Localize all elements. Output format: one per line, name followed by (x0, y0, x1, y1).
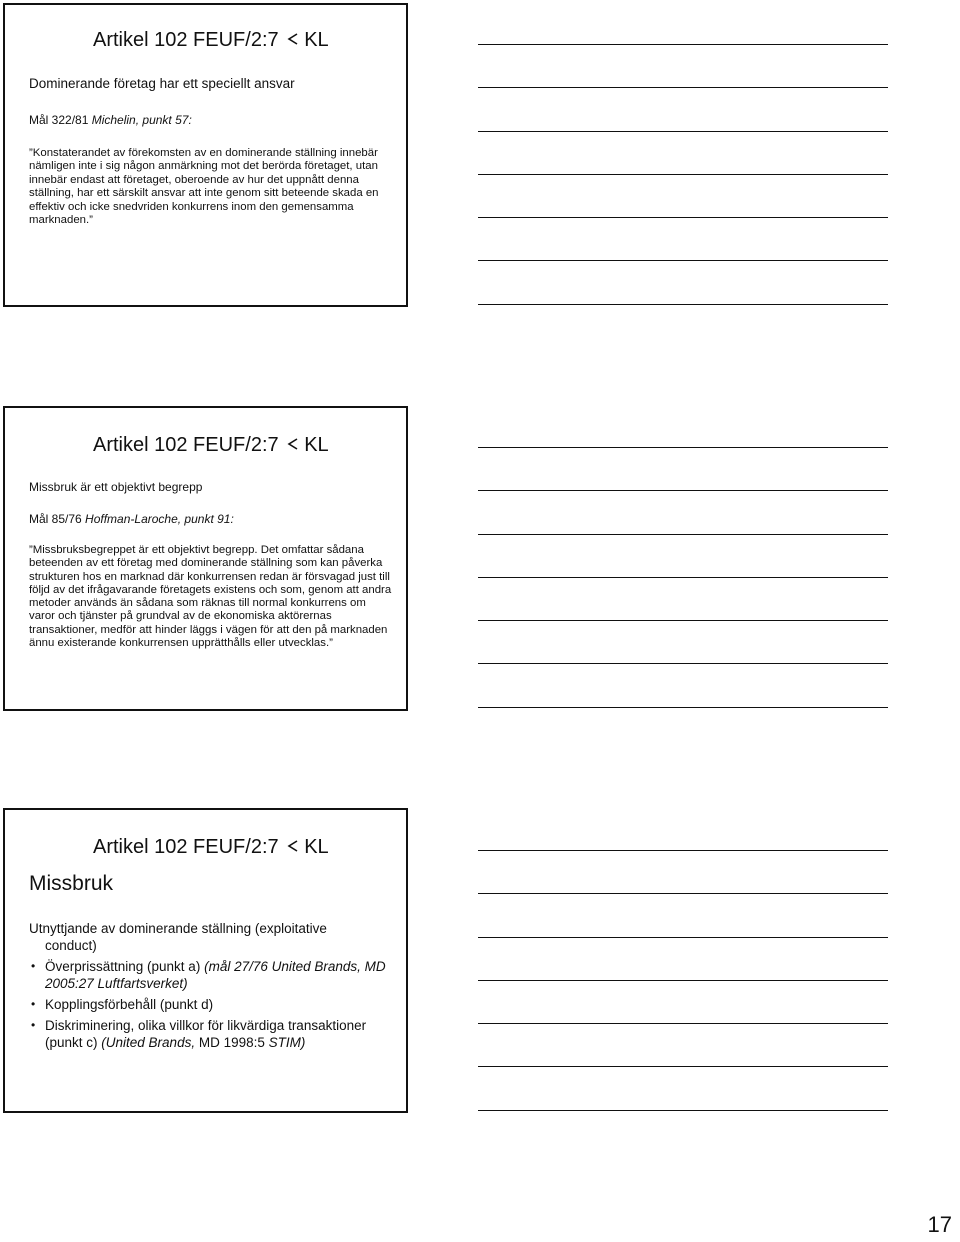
note-line (478, 577, 888, 578)
note-line (478, 893, 888, 894)
note-line (478, 620, 888, 621)
copyright-icon (285, 838, 299, 854)
copyright-icon (285, 436, 299, 452)
note-line (478, 707, 888, 708)
slide-title: Artikel 102 FEUF/2:7 KL (93, 836, 329, 858)
note-lines (478, 850, 888, 1111)
note-lines (478, 44, 888, 305)
note-line (478, 87, 888, 88)
slide-1 (3, 3, 408, 307)
note-line (478, 447, 888, 448)
case-reference: Mål 322/81 Michelin, punkt 57: (29, 113, 192, 127)
list-item: • Kopplingsförbehåll (punkt d) (31, 997, 214, 1012)
slide-body (29, 920, 394, 1051)
page-number: 17 (927, 1212, 952, 1237)
slide-heading: Dominerande företag har ett speciellt ansvar (29, 76, 295, 91)
slide-3 (3, 808, 408, 1113)
list-item: • Diskriminering, olika villkor för likvärdiga transaktioner (punkt c) (United Brands, MD 1998:5 STIM) (31, 1018, 367, 1050)
note-line (478, 663, 888, 664)
bullet-icon: • (31, 959, 36, 973)
note-line (478, 131, 888, 132)
note-line (478, 260, 888, 261)
note-line (478, 304, 888, 305)
note-line (478, 1110, 888, 1111)
case-quote: ”Missbruksbegreppet är ett objektivt begrepp. Det omfattar sådana beteenden av ett företag med dominerande ställning som kan påverka strukturen hos en marknad där konkurrensen redan är försvagad just till följd av det ifrågavarande företagets existens och som, genom att andra metoder används än sådana som räknas till normal konkurrens om varor och tjänster på grundval av de ekonomiska aktörernas transaktioner, medför att hinder läggs i vägen för att den på marknaden ännu existerande konkurrensen upprätthålls eller utvecklas.” (29, 544, 392, 650)
slide-title: Artikel 102 FEUF/2:7 KL (93, 29, 329, 51)
note-line (478, 850, 888, 851)
copyright-icon (285, 31, 299, 47)
slide-heading: Missbruk är ett objektivt begrepp (29, 480, 203, 494)
slide-big-heading: Missbruk (29, 872, 114, 895)
note-line (478, 174, 888, 175)
intro-text: Utnyttjande av dominerande ställning (exploitative conduct) (29, 921, 327, 953)
case-quote: ”Konstaterandet av förekomsten av en dominerande ställning innebär nämligen inte i sig någon anmärkning mot det berörda företaget, utan innebär endast att företaget, oberoende av hur det uppnått denna ställning, har ett särskilt ansvar att inte genom sitt beteende skada en effektiv och icke snedvriden konkurrens inom den gemensamma marknaden.” (29, 147, 379, 227)
note-line (478, 44, 888, 45)
slide-title: Artikel 102 FEUF/2:7 KL (93, 434, 329, 456)
bullet-icon: • (31, 1018, 36, 1032)
note-line (478, 534, 888, 535)
case-reference: Mål 85/76 Hoffman-Laroche, punkt 91: (29, 512, 234, 526)
slide-2 (3, 406, 408, 711)
note-line (478, 937, 888, 938)
note-line (478, 490, 888, 491)
note-line (478, 980, 888, 981)
bullet-icon: • (31, 997, 36, 1011)
list-item: • Överprissättning (punkt a) (mål 27/76 United Brands, MD 2005:27 Luftfartsverket) (31, 959, 386, 991)
note-lines (478, 447, 888, 708)
note-line (478, 1066, 888, 1067)
note-line (478, 1023, 888, 1024)
note-line (478, 217, 888, 218)
